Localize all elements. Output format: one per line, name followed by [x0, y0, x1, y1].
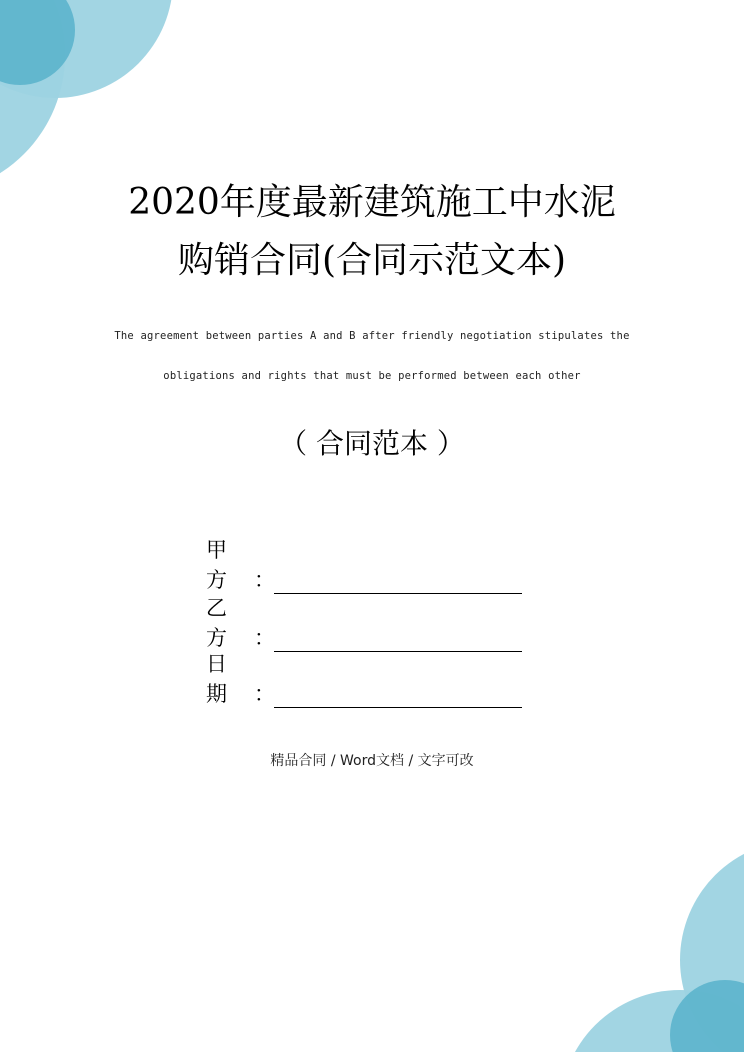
date-label: 日 期 [206, 652, 227, 706]
subtitle-line2: obligations and rights that must be performed between each other [163, 370, 581, 382]
party-a-blank-line[interactable] [274, 573, 522, 594]
party-a-label: 甲 方 [206, 538, 227, 592]
party-b-field [206, 592, 522, 652]
date-colon: ： [254, 682, 275, 706]
contract-template-label: （ 合同范本 ） [279, 427, 465, 460]
party-a-field [206, 534, 522, 594]
party-a-colon: ： [254, 568, 275, 592]
footer-note: 精品合同 / Word文档 / 文字可改 [270, 753, 474, 769]
document-title-line1: 2020年度最新建筑施工中水泥 [128, 182, 616, 223]
subtitle-line1: The agreement between parties A and B after friendly negotiation stipulates the [114, 330, 630, 342]
top-left-circles [0, 0, 173, 195]
party-b-label: 乙 方 [206, 596, 227, 650]
document-title-line2: 购销合同(合同示范文本) [177, 240, 567, 281]
party-b-colon: ： [254, 626, 275, 650]
bottom-right-circles [560, 840, 744, 1052]
date-field [206, 648, 522, 708]
date-blank-line[interactable] [274, 687, 522, 708]
